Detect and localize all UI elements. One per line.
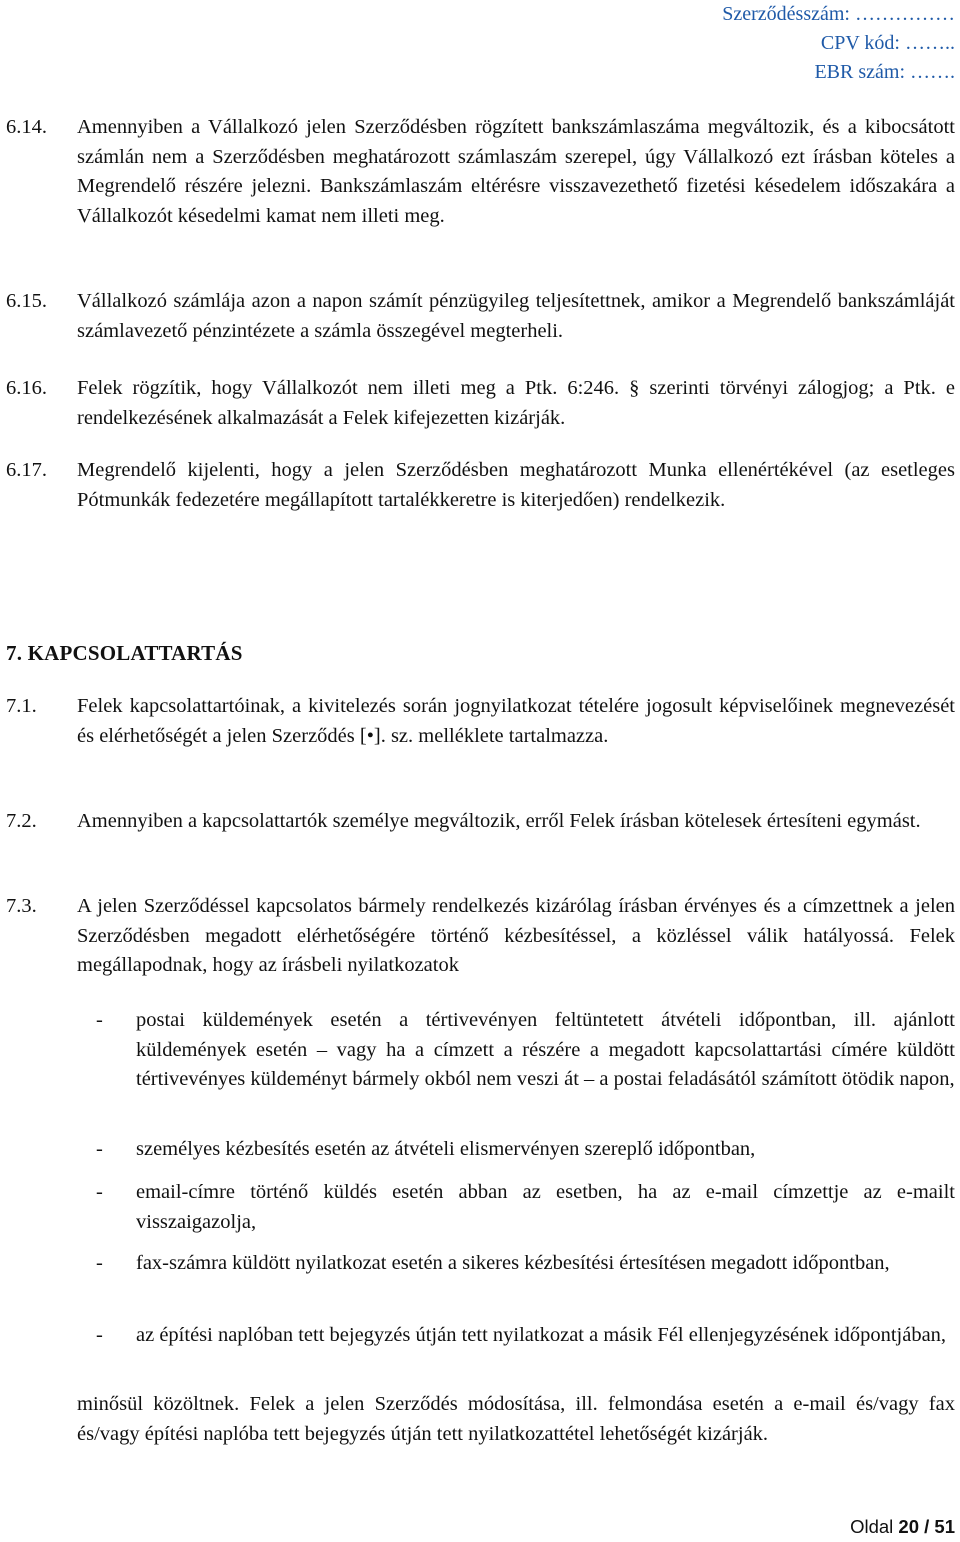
list-item-text: email-címre történő küldés esetén abban az esetben, ha az e-mail címzettje az e-mailt visszaigazolja, [136,1181,955,1233]
current-page: 20 [898,1516,919,1537]
list-dash: - [96,1138,103,1160]
section-number: 6.15. [6,290,47,312]
section-text: Amennyiben a Vállalkozó jelen Szerződésben rögzített bankszámlaszáma megváltozik, és a kibocsátott számlán nem a Szerződésben meghatározott számlaszám szerepel, úgy Vállalkozó ezt írásban köteles a Megrendelő részére jelezni. Bankszámlaszám eltérésre visszavezethető fizetési késedelem időszakára a Vállalkozót késedelmi kamat nem illeti meg. [77,116,955,227]
list-dash: - [96,1009,103,1031]
list-item [0,1135,955,1165]
section-6-16 [0,374,955,433]
total-pages: 51 [934,1516,955,1537]
contract-number: Szerződésszám: …………… [722,3,955,25]
list-item [0,1006,955,1095]
section-text: Amennyiben a kapcsolattartók személye megváltozik, erről Felek írásban kötelesek értesíteni egymást. [77,810,921,832]
page-footer [850,1516,955,1538]
section-number: 6.17. [6,459,47,481]
section-text: Felek kapcsolattartóinak, a kivitelezés során jognyilatkozat tételére jogosult képviselőinek megnevezését és elérhetőségét a jelen Szerződés [•]. sz. melléklete tartalmazza. [77,695,955,747]
section-number: 6.14. [6,116,47,138]
section-text: Vállalkozó számlája azon a napon számít pénzügyileg teljesítettnek, amikor a Megrendelő bankszámláját számlavezető pénzintézete a számla összegével megterheli. [77,290,955,342]
section-text: Felek rögzítik, hogy Vállalkozót nem illeti meg a Ptk. 6:246. § szerinti törvényi zálogjog; a Ptk. e rendelkezésének alkalmazását a Felek kifejezetten kizárják. [77,377,955,429]
list-item-text: fax-számra küldött nyilatkozat esetén a sikeres kézbesítési értesítésen megadott időpontban, [136,1252,890,1274]
section-text: Megrendelő kijelenti, hogy a jelen Szerződésben meghatározott Munka ellenértékével (az esetleges Pótmunkák fedezetére megállapított tartalékkeretre is kiterjedően) rendelkezik. [77,459,955,511]
section-7-3 [0,892,955,981]
section-7-2 [0,807,955,837]
section-number: 7.2. [6,810,37,832]
section-6-15 [0,287,955,346]
list-item [0,1249,955,1279]
list-item [0,1321,955,1351]
list-item-text: postai küldemények esetén a tértivevényen feltüntetett átvételi időpontban, ill. ajánlott küldemények esetén – vagy ha a címzett a részére a megadott kapcsolattartási címére küldött tértivevényes küldeményt bármely okból nem veszi át – a postai feladásától számított ötödik napon, [136,1009,955,1090]
ebr-number: EBR szám: ……. [814,61,955,83]
section-6-17 [0,456,955,515]
cpv-code: CPV kód: …….. [820,32,955,54]
section-7-1 [0,692,955,751]
section-number: 7.3. [6,895,37,917]
closing-text: minősül közöltnek. Felek a jelen Szerződés módosítása, ill. felmondása esetén a e-mail és/vagy fax és/vagy építési naplóba tett bejegyzés útján tett nyilatkozattétel lehetőségét kizárják. [77,1393,955,1445]
page-header [722,0,955,87]
closing-paragraph [0,1390,955,1449]
list-item-text: az építési naplóban tett bejegyzés útján tett nyilatkozat a másik Fél ellenjegyzésének időpontjában, [136,1324,947,1346]
section-number: 6.16. [6,377,47,399]
list-dash: - [96,1324,103,1346]
page-separator: / [924,1516,930,1537]
section-6-14 [0,113,955,231]
list-dash: - [96,1181,103,1203]
section-heading: 7. KAPCSOLATTARTÁS [6,641,243,665]
list-dash: - [96,1252,103,1274]
list-item [0,1178,955,1237]
section-number: 7.1. [6,695,37,717]
page-label: Oldal [850,1516,894,1537]
list-item-text: személyes kézbesítés esetén az átvételi elismervényen szereplő időpontban, [136,1138,756,1160]
section-text: A jelen Szerződéssel kapcsolatos bármely rendelkezés kizárólag írásban érvényes és a címzettnek a jelen Szerződésben megadott elérhetőségére történő kézbesítéssel, a közléssel válik hatályossá. Felek megállapodnak, hogy az írásbeli nyilatkozatok [77,895,955,976]
